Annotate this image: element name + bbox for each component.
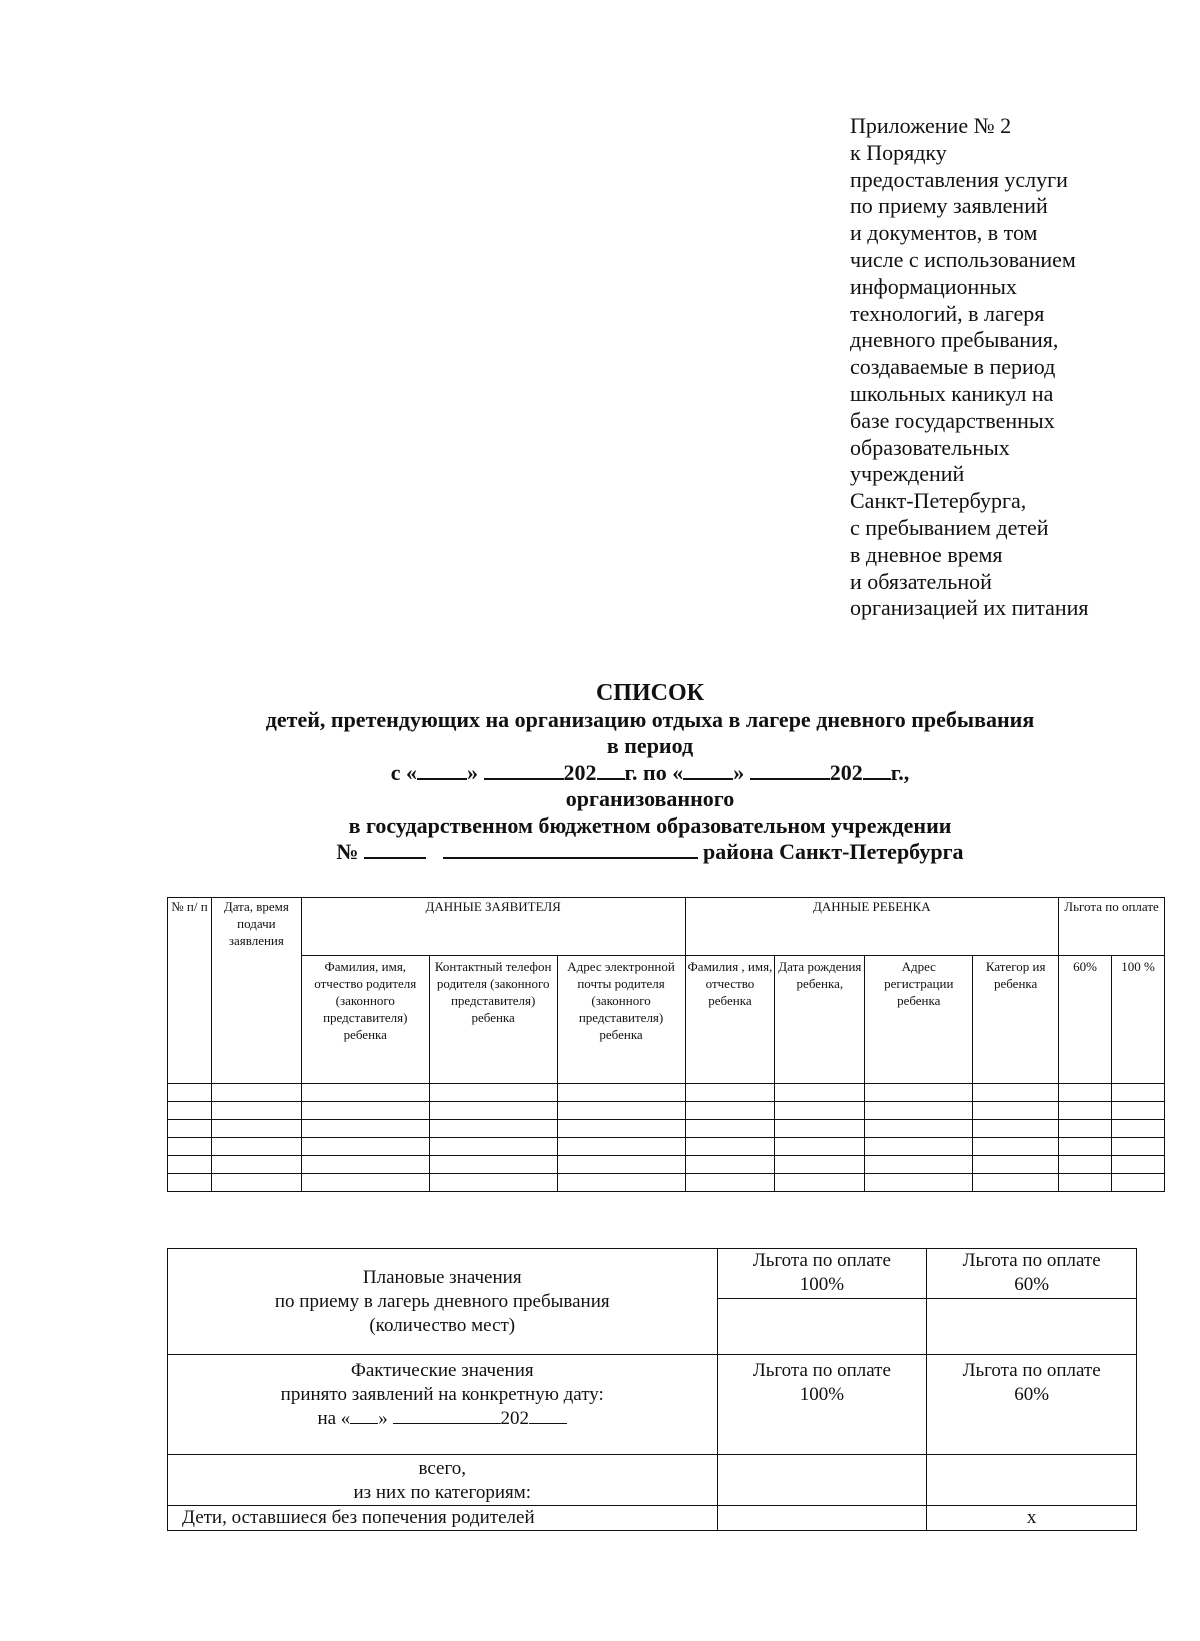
number-sign: № bbox=[336, 839, 359, 864]
blank-line bbox=[393, 1407, 501, 1424]
col-header-date: Дата, время подачи заявления bbox=[211, 898, 301, 1084]
appendix-line: Санкт-Петербурга, bbox=[850, 488, 1027, 514]
group-header-child: ДАННЫЕ РЕБЕНКА bbox=[685, 898, 1059, 956]
col-header-applicant-email: Адрес электронной почты родителя (законного представителя) ребенка bbox=[557, 956, 685, 1084]
header-line: 100% bbox=[799, 1384, 845, 1405]
orphans-benefit-60: х bbox=[927, 1506, 1137, 1531]
plan-benefit-100-value bbox=[717, 1299, 927, 1355]
appendix-note bbox=[850, 113, 1180, 622]
table-row bbox=[168, 1174, 1165, 1192]
appendix-line: образовательных bbox=[850, 434, 1010, 460]
col-header-number: № п/ п bbox=[168, 898, 212, 1084]
plan-benefit-60-header bbox=[927, 1249, 1137, 1299]
fact-date-text: 202 bbox=[500, 1408, 530, 1429]
period-text: г., bbox=[890, 759, 910, 785]
title-line: детей, претендующих на организацию отдыха в лагере дневного пребывания bbox=[265, 706, 1035, 732]
appendix-line: организацией их питания bbox=[850, 595, 1089, 621]
blank-line bbox=[597, 760, 625, 780]
orphans-benefit-100 bbox=[717, 1506, 927, 1531]
fact-date-text: » bbox=[378, 1408, 388, 1429]
appendix-line: и документов, в том bbox=[850, 220, 1038, 246]
col-header-child-name: Фамилия , имя, отчество ребенка bbox=[685, 956, 775, 1084]
appendix-line: технологий, в лагеря bbox=[850, 300, 1045, 326]
col-header-child-address: Адрес регистрации ребенка bbox=[865, 956, 973, 1084]
group-header-benefit: Льгота по оплате bbox=[1059, 898, 1165, 956]
blank-line bbox=[350, 1407, 378, 1424]
blank-line bbox=[750, 760, 830, 780]
orphans-label: Дети, оставшиеся без попечения родителей bbox=[168, 1506, 718, 1531]
period-text: » bbox=[733, 759, 745, 785]
title-line: в государственном бюджетном образовательном учреждении bbox=[348, 812, 952, 838]
col-header-applicant-phone: Контактный телефон родителя (законного представителя) ребенка bbox=[429, 956, 557, 1084]
fact-label-line: Фактические значения bbox=[350, 1360, 534, 1381]
total-label bbox=[168, 1455, 718, 1506]
period-text: 202 bbox=[563, 759, 597, 785]
plan-label bbox=[168, 1249, 718, 1355]
appendix-line: с пребыванием детей bbox=[850, 514, 1049, 540]
header-line: Льгота по оплате bbox=[962, 1360, 1101, 1381]
total-label-line: всего, bbox=[418, 1458, 467, 1479]
period-text: г. по « bbox=[624, 759, 684, 785]
group-header-applicant: ДАННЫЕ ЗАЯВИТЕЛЯ bbox=[301, 898, 685, 956]
table-row bbox=[168, 1102, 1165, 1120]
appendix-line: Приложение № 2 bbox=[850, 113, 1012, 138]
blank-line bbox=[417, 760, 467, 780]
blank-line bbox=[484, 760, 564, 780]
fact-label bbox=[168, 1355, 718, 1455]
appendix-line: базе государственных bbox=[850, 407, 1055, 433]
header-line: Льгота по оплате bbox=[962, 1250, 1101, 1271]
period-text: с « bbox=[390, 759, 418, 785]
plan-benefit-60-value bbox=[927, 1299, 1137, 1355]
header-line: 60% bbox=[1014, 1274, 1050, 1295]
appendix-line: по приему заявлений bbox=[850, 193, 1048, 219]
fact-benefit-100 bbox=[717, 1355, 927, 1455]
total-label-line: из них по категориям: bbox=[353, 1482, 532, 1503]
header-line: 60% bbox=[1014, 1384, 1050, 1405]
table-row bbox=[168, 1156, 1165, 1174]
col-header-benefit-100: 100 % bbox=[1112, 956, 1165, 1084]
appendix-line: и обязательной bbox=[850, 568, 992, 594]
col-header-benefit-60: 60% bbox=[1059, 956, 1112, 1084]
period-text: » bbox=[467, 759, 479, 785]
table-row bbox=[168, 1084, 1165, 1102]
summary-table bbox=[167, 1248, 1137, 1531]
header-line: 100% bbox=[799, 1274, 845, 1295]
appendix-line: в дневное время bbox=[850, 541, 1003, 567]
fact-date-text: на « bbox=[317, 1408, 351, 1429]
appendix-line: числе с использованием bbox=[850, 246, 1076, 272]
header-line: Льгота по оплате bbox=[752, 1360, 891, 1381]
fact-label-line: принято заявлений на конкретную дату: bbox=[280, 1384, 604, 1405]
blank-line bbox=[683, 760, 733, 780]
document-title bbox=[120, 680, 1180, 866]
appendix-line: учреждений bbox=[850, 461, 965, 487]
table-row bbox=[168, 1138, 1165, 1156]
appendix-line: информационных bbox=[850, 273, 1017, 299]
total-benefit-100 bbox=[717, 1455, 927, 1506]
table-row bbox=[168, 1120, 1165, 1138]
plan-label-line: по приему в лагерь дневного пребывания bbox=[274, 1290, 610, 1312]
period-text: 202 bbox=[829, 759, 863, 785]
fact-date-line bbox=[168, 1407, 717, 1431]
title-heading: СПИСОК bbox=[595, 680, 705, 706]
period-line bbox=[120, 760, 1180, 787]
institution-line bbox=[120, 839, 1180, 866]
appendix-line: к Порядку bbox=[850, 139, 947, 165]
blank-line bbox=[529, 1407, 567, 1424]
appendix-line: школьных каникул на bbox=[850, 380, 1054, 406]
appendix-line: дневного пребывания, bbox=[850, 327, 1059, 353]
blank-line bbox=[364, 839, 426, 859]
col-header-applicant-name: Фамилия, имя, отчество родителя (законного представителя) ребенка bbox=[301, 956, 429, 1084]
col-header-child-category: Категор ия ребенка bbox=[973, 956, 1059, 1084]
title-line: организованного bbox=[565, 786, 735, 811]
fact-benefit-60 bbox=[927, 1355, 1137, 1455]
children-list-table bbox=[167, 897, 1165, 1192]
blank-line bbox=[863, 760, 891, 780]
header-line: Льгота по оплате bbox=[752, 1250, 891, 1271]
plan-label-line: (количество мест) bbox=[369, 1314, 516, 1336]
blank-line bbox=[443, 839, 698, 859]
total-benefit-60 bbox=[927, 1455, 1137, 1506]
appendix-line: создаваемые в период bbox=[850, 354, 1056, 380]
col-header-child-birthdate: Дата рождения ребенка, bbox=[775, 956, 865, 1084]
district-text: района Санкт-Петербурга bbox=[703, 839, 964, 864]
plan-benefit-100-header bbox=[717, 1249, 927, 1299]
appendix-line: предоставления услуги bbox=[850, 166, 1068, 192]
title-line: в период bbox=[606, 733, 694, 758]
plan-label-line: Плановые значения bbox=[362, 1266, 522, 1288]
